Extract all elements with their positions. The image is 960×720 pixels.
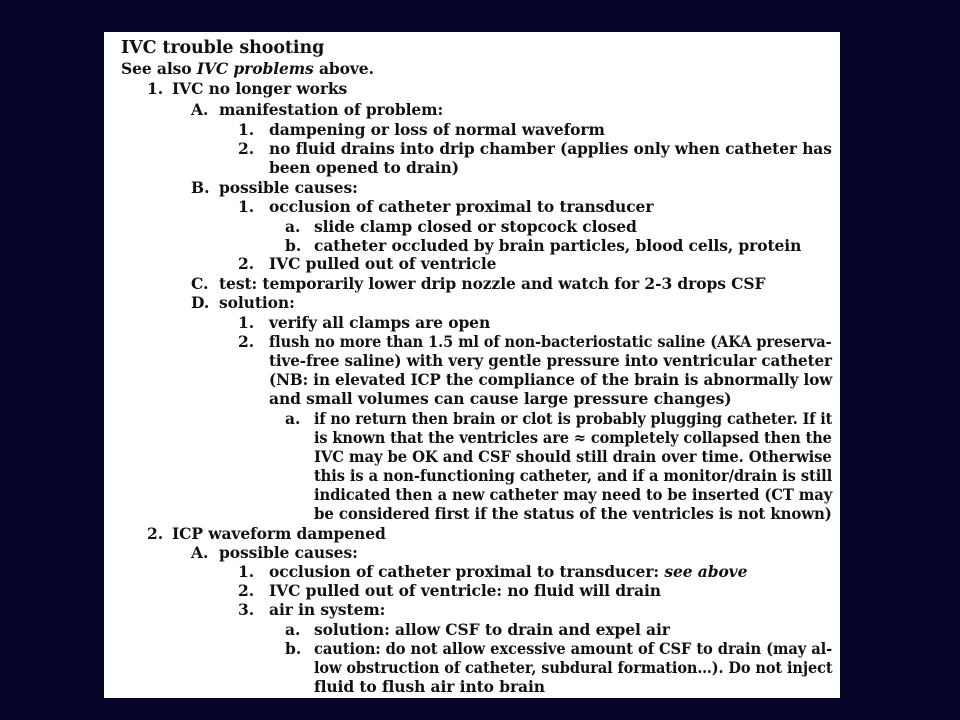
s1-c-text: test: temporarily lower drip nozzle and watch for 2-3 drops CSF [219, 274, 766, 293]
s1-b1a-text: slide clamp closed or stopcock closed [314, 217, 637, 236]
see-also-line [121, 59, 374, 79]
s1-b1-text: occlusion of catheter proximal to transducer [269, 197, 654, 216]
s2-a-heading: possible causes: [219, 543, 358, 562]
s2-a3a-text: solution: allow CSF to drain and expel air [314, 620, 670, 639]
s1-b2-number: 2. [238, 254, 255, 273]
s2-a3b-line-1: caution: do not allow excessive amount of CSF to drain (may al- [314, 639, 833, 658]
s1-a2-number: 2. [238, 139, 255, 158]
s1-d-heading: solution: [219, 293, 295, 312]
s2-a3-heading: air in system: [269, 600, 386, 619]
s2-a1-number: 1. [238, 562, 255, 581]
see-also-reference: IVC problems [196, 59, 314, 78]
s1-d2a-letter: a. [285, 409, 301, 428]
s1-d1-number: 1. [238, 313, 255, 332]
s1-d2-line-4: and small volumes can cause large pressure changes) [269, 389, 732, 408]
s2-a2-text: IVC pulled out of ventricle: no fluid will drain [269, 581, 661, 600]
s1-c-letter: C. [191, 274, 209, 293]
s1-d2-line-2: tive-free saline) with very gentle pressure into ventricular catheter [269, 351, 832, 370]
s1-d2-line-3: (NB: in elevated ICP the compliance of the brain is abnormally low [269, 370, 833, 389]
section-2-heading: ICP waveform dampened [172, 524, 386, 543]
see-also-prefix: See also [121, 59, 197, 78]
s1-b1b-letter: b. [285, 236, 302, 255]
s1-b-letter: B. [191, 178, 210, 197]
section-1-number: 1. [147, 79, 164, 98]
s1-d2a-line-1: if no return then brain or clot is probably plugging catheter. If it [314, 409, 833, 428]
see-also-suffix: above. [313, 59, 374, 78]
s1-d2-number: 2. [238, 332, 255, 351]
s2-a3b-letter: b. [285, 639, 302, 658]
s1-a-heading: manifestation of problem: [219, 100, 444, 119]
s2-a2-number: 2. [238, 581, 255, 600]
s1-d2a-line-2: is known that the ventricles are ≈ completely collapsed then the [314, 428, 832, 447]
s2-a-letter: A. [191, 543, 209, 562]
s2-a3-number: 3. [238, 600, 255, 619]
s1-a2-line-2: been opened to drain) [269, 158, 459, 177]
s1-d2-line-1: flush no more than 1.5 ml of non-bacteriostatic saline (AKA preserva- [269, 332, 832, 351]
s2-a1-line [269, 562, 747, 582]
s1-a1-text: dampening or loss of normal waveform [269, 120, 605, 139]
s1-b1a-letter: a. [285, 217, 301, 236]
s1-b2-text: IVC pulled out of ventricle [269, 254, 497, 273]
s1-a2-line-1: no fluid drains into drip chamber (applies only when catheter has [269, 139, 832, 158]
s2-a3b-line-2: low obstruction of catheter, subdural formation…). Do not inject [314, 658, 833, 677]
s2-a1-text: occlusion of catheter proximal to transducer: [269, 562, 665, 581]
slide-frame [104, 32, 840, 698]
s2-a3a-letter: a. [285, 620, 301, 639]
s1-a-letter: A. [191, 100, 209, 119]
section-1-heading: IVC no longer works [172, 79, 348, 98]
page-title: IVC trouble shooting [121, 38, 325, 58]
s1-a1-number: 1. [238, 120, 255, 139]
document-page [104, 32, 840, 698]
s1-d1-text: verify all clamps are open [269, 313, 491, 332]
section-2-number: 2. [147, 524, 164, 543]
s1-d2a-line-4: this is a non-functioning catheter, and if a monitor/drain is still [314, 466, 833, 485]
s1-d-letter: D. [191, 293, 210, 312]
s1-b1b-text: catheter occluded by brain particles, blood cells, protein [314, 236, 802, 255]
s1-d2a-line-5: indicated then a new catheter may need to be inserted (CT may [314, 485, 833, 504]
s1-b-heading: possible causes: [219, 178, 358, 197]
s1-d2a-line-6: be considered first if the status of the ventricles is not known) [314, 504, 832, 523]
s1-d2a-line-3: IVC may be OK and CSF should still drain over time. Otherwise [314, 447, 832, 466]
s2-a3b-line-3: fluid to flush air into brain [314, 677, 545, 696]
s1-b1-number: 1. [238, 197, 255, 216]
s2-a1-reference: see above [664, 562, 748, 581]
